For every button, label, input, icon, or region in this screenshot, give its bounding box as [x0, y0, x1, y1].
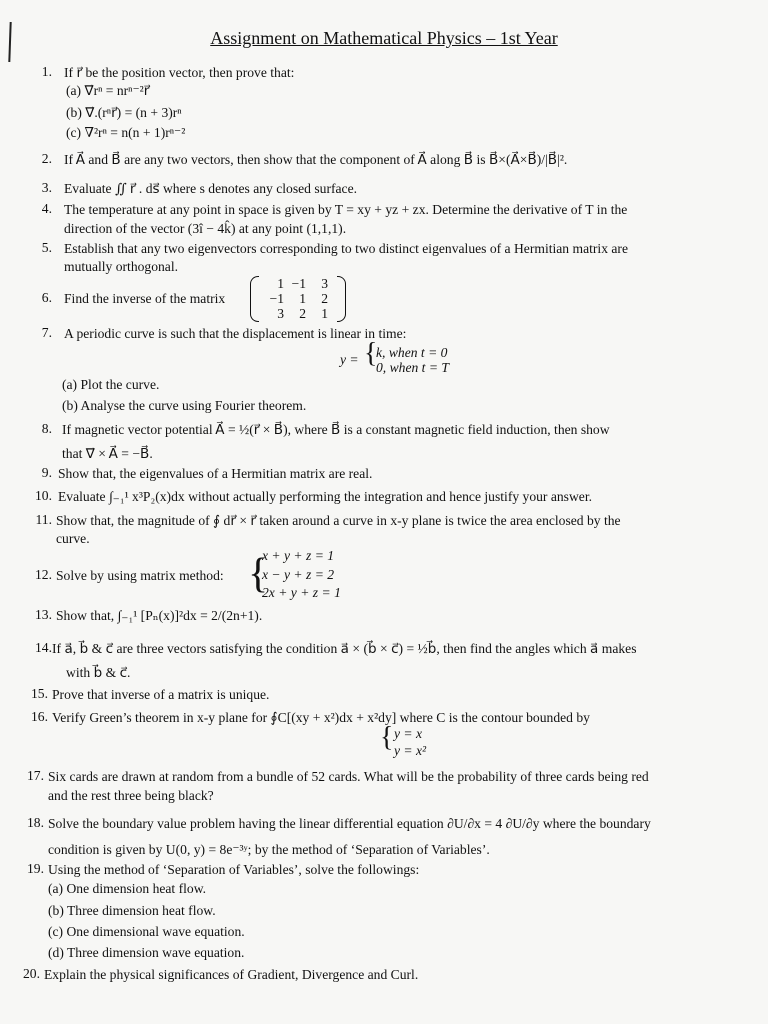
- question-number: 16.: [31, 709, 48, 724]
- question-number: 9.: [41, 465, 52, 480]
- question-number: 15.: [31, 686, 48, 701]
- question-number: 7.: [41, 325, 52, 340]
- piecewise-case: k, when t = 0: [376, 345, 448, 360]
- question-part: (a) ∇⃗rⁿ = nrⁿ⁻²r⃗: [66, 83, 150, 98]
- matrix: [250, 276, 346, 322]
- left-brace: {: [248, 551, 269, 597]
- question-part: (b) Analyse the curve using Fourier theorem.: [62, 398, 307, 413]
- question-number: 17.: [27, 768, 44, 783]
- question-number: 14.: [35, 640, 52, 655]
- question-text: Show that, ∫₋₁¹ [Pₙ(x)]²dx = 2/(2n+1).: [56, 608, 263, 623]
- question-text: mutually orthogonal.: [64, 259, 179, 274]
- matrix-cell: 2: [299, 306, 306, 321]
- question-text: If magnetic vector potential A⃗ = ½(r⃗ × B⃗), where B⃗ is a constant magnetic field induction, then show: [62, 422, 610, 437]
- question-text: Solve by using matrix method:: [56, 568, 224, 583]
- question-part: (c) One dimensional wave equation.: [48, 924, 245, 939]
- question-number: 4.: [41, 201, 52, 216]
- piecewise-lhs: y =: [340, 352, 359, 367]
- matrix-left-bracket: [250, 276, 259, 322]
- matrix-cell: −1: [269, 291, 284, 306]
- question-text: Solve the boundary value problem having the linear differential equation ∂U/∂x = 4 ∂U/∂y where the boundary: [48, 816, 651, 831]
- question-text: Show that, the eigenvalues of a Hermitian matrix are real.: [58, 466, 373, 481]
- question-text: Six cards are drawn at random from a bundle of 52 cards. What will be the probability of three cards being red: [48, 769, 649, 784]
- question-number: 19.: [27, 861, 44, 876]
- question-text: Prove that inverse of a matrix is unique.: [52, 687, 270, 702]
- question-part: (a) One dimension heat flow.: [48, 881, 207, 896]
- question-number: 5.: [41, 240, 52, 255]
- question-text: If A⃗ and B⃗ are any two vectors, then show that the component of A⃗ along B⃗ is B⃗×(A⃗×B⃗)/|B⃗|².: [64, 152, 568, 167]
- matrix-cell: −1: [291, 276, 306, 291]
- question-text: Using the method of ‘Separation of Variables’, solve the followings:: [48, 862, 420, 877]
- question-text: direction of the vector (3î − 4k̂) at any point (1,1,1).: [64, 221, 347, 236]
- question-text: If r⃗ be the position vector, then prove that:: [64, 65, 295, 80]
- matrix-cell: 3: [321, 276, 328, 291]
- matrix-cell: 1: [277, 276, 284, 291]
- system-equation: x − y + z = 2: [262, 567, 335, 582]
- question-text: with b⃗ & c⃗.: [66, 665, 131, 680]
- matrix-cell: 3: [277, 306, 284, 321]
- matrix-cell: 1: [299, 291, 306, 306]
- question-text: Verify Green’s theorem in x-y plane for ∮C[(xy + x²)dx + x²dy] where C is the contour bounded by: [52, 710, 590, 725]
- left-brace: {: [380, 722, 394, 753]
- question-text: A periodic curve is such that the displacement is linear in time:: [64, 326, 407, 341]
- question-text: Explain the physical significances of Gradient, Divergence and Curl.: [44, 967, 419, 982]
- question-number: 13.: [35, 607, 52, 622]
- question-text: and the rest three being black?: [48, 788, 214, 803]
- question-number: 8.: [41, 421, 52, 436]
- question-number: 18.: [27, 815, 44, 830]
- question-number: 1.: [41, 64, 52, 79]
- matrix-row: [262, 306, 328, 322]
- question-number: 12.: [35, 567, 52, 582]
- question-number: 20.: [23, 966, 40, 981]
- system-equation: y = x²: [394, 743, 427, 758]
- piecewise-case: 0, when t = T: [376, 360, 449, 375]
- matrix-cell: 1: [321, 306, 328, 321]
- system-equation: x + y + z = 1: [262, 548, 335, 563]
- question-text: Show that, the magnitude of ∮ dr⃗ × r⃗ taken around a curve in x-y plane is twice the area enclosed by the: [56, 513, 621, 528]
- question-part: (b) ∇⃗.(rⁿr⃗) = (n + 3)rⁿ: [66, 105, 182, 120]
- question-number: 11.: [35, 512, 52, 527]
- question-text: Establish that any two eigenvectors corresponding to two distinct eigenvalues of a Hermitian matrix are: [64, 241, 628, 256]
- question-number: 6.: [41, 290, 52, 305]
- question-part: (d) Three dimension wave equation.: [48, 945, 245, 960]
- system-equation: 2x + y + z = 1: [262, 585, 341, 600]
- matrix-row: [262, 291, 328, 307]
- question-text: condition is given by U(0, y) = 8e⁻³ʸ; by the method of ‘Separation of Variables’.: [48, 842, 490, 857]
- question-number: 3.: [41, 180, 52, 195]
- question-text: Evaluate ∬ r⃗ . ds⃗ where s denotes any closed surface.: [64, 181, 357, 196]
- system-equation: y = x: [394, 726, 423, 741]
- question-text: that ∇⃗ × A⃗ = −B⃗.: [62, 446, 153, 461]
- question-part: (a) Plot the curve.: [62, 377, 160, 392]
- question-number: 10.: [35, 488, 52, 503]
- matrix-right-bracket: [337, 276, 346, 322]
- question-text: Evaluate ∫₋₁¹ x³P₂(x)dx without actually performing the integration and hence justify your answer.: [58, 489, 592, 504]
- question-part: (c) ∇²rⁿ = n(n + 1)rⁿ⁻²: [66, 125, 186, 140]
- question-text: curve.: [56, 531, 90, 546]
- question-number: 2.: [41, 151, 52, 166]
- matrix-row: [262, 276, 328, 292]
- matrix-cell: 2: [321, 291, 328, 306]
- question-text: If a⃗, b⃗ & c⃗ are three vectors satisfying the condition a⃗ × (b⃗ × c⃗) = ½b⃗, then find the angles which a⃗ makes: [52, 641, 637, 656]
- question-part: (b) Three dimension heat flow.: [48, 903, 216, 918]
- question-text: The temperature at any point in space is given by T = xy + yz + zx. Determine the derivative of T in the: [64, 202, 628, 217]
- page-title: Assignment on Mathematical Physics – 1st Year: [210, 28, 558, 48]
- left-brace: {: [364, 338, 378, 369]
- question-text: Find the inverse of the matrix: [64, 291, 226, 306]
